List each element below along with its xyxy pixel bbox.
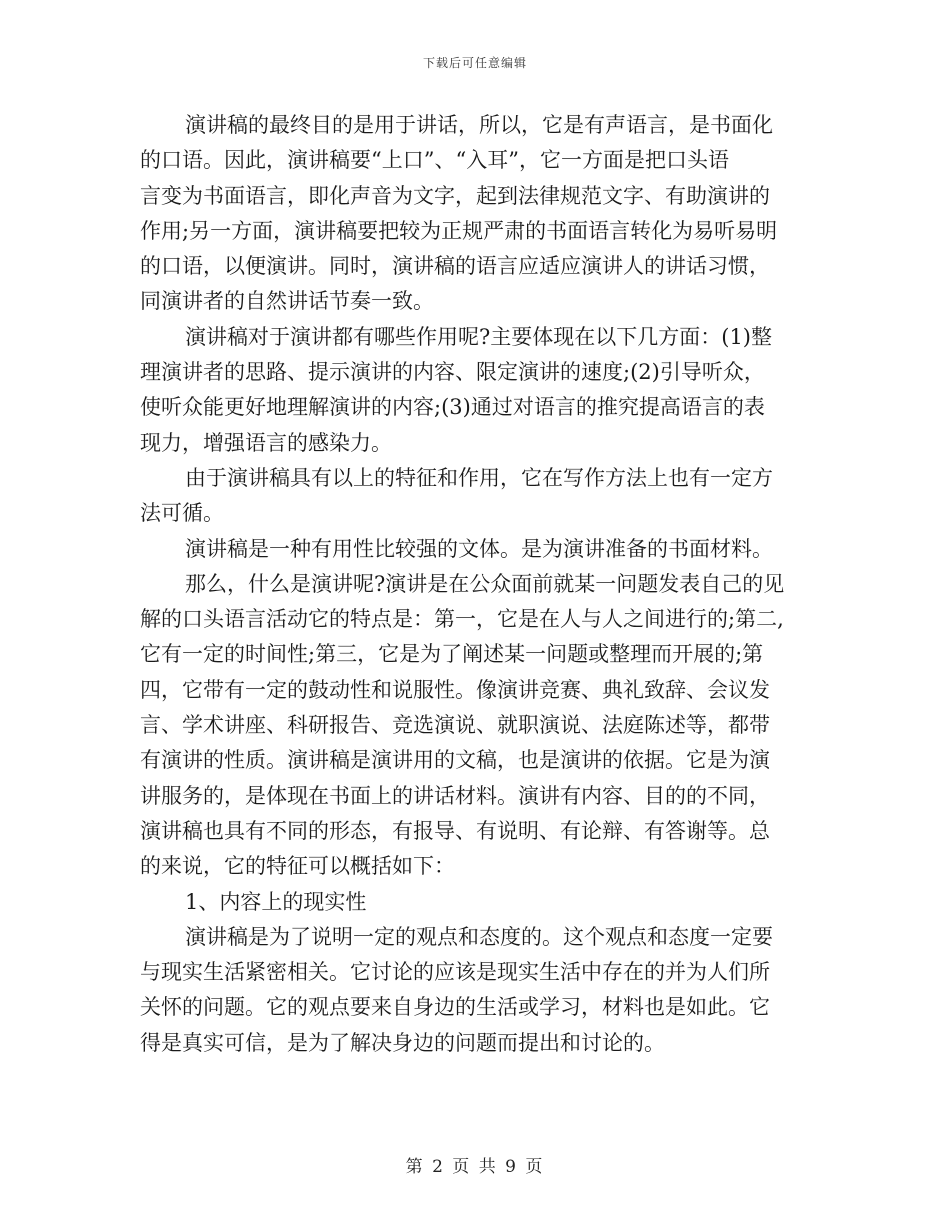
text-line: 同演讲者的自然讲话节奏一致。	[140, 289, 434, 314]
text-line: 讲服务的，是体现在书面上的讲话材料。演讲有内容、目的的不同，	[140, 783, 770, 808]
text-line: 演讲稿的最终目的是用于讲话，所以，它是有声语言，是书面化	[185, 113, 773, 137]
text-line: 关怀的问题。它的观点要来自身边的生活或学习，材料也是如此。它	[140, 995, 770, 1020]
text-line: 1、内容上的现实性	[185, 889, 367, 914]
text-line: 的来说，它的特征可以概括如下：	[140, 854, 455, 879]
page-number: 第 2 页 共 9 页	[405, 1157, 545, 1177]
text-line: 法可循。	[140, 501, 224, 526]
text-line: 演讲稿是一种有用性比较强的文体。是为演讲准备的书面材料。	[185, 536, 773, 561]
text-line: 演讲稿也具有不同的形态，有报导、有说明、有论辩、有答谢等。总	[140, 818, 770, 843]
text-line: 解的口头语言活动它的特点是：第一，它是在人与人之间进行的;第二,	[140, 607, 784, 632]
text-line: 由于演讲稿具有以上的特征和作用，它在写作方法上也有一定方	[185, 465, 773, 490]
text-line: 理演讲者的思路、提示演讲的内容、限定演讲的速度;(2)引导听众，	[140, 360, 765, 385]
text-line: 言、学术讲座、科研报告、竞选演说、就职演说、法庭陈述等，都带	[140, 713, 770, 738]
text-line: 有演讲的性质。演讲稿是演讲用的文稿，也是演讲的依据。它是为演	[140, 748, 770, 773]
text-line: 它有一定的时间性;第三，它是为了阐述某一问题或整理而开展的;第	[140, 642, 764, 667]
text-line: 那么，什么是演讲呢?演讲是在公众面前就某一问题发表自己的见	[185, 571, 785, 596]
text-line: 的口语，以便演讲。同时，演讲稿的语言应适应演讲人的讲话习惯，	[140, 254, 770, 279]
text-line: 四，它带有一定的鼓动性和说服性。像演讲竞赛、典礼致辞、会议发	[140, 677, 770, 702]
text-line: 言变为书面语言，即化声音为文字，起到法律规范文字、有助演讲的	[140, 183, 770, 208]
text-line: 得是真实可信，是为了解决身边的问题而提出和讨论的。	[140, 1030, 665, 1055]
text-line: 演讲稿对于演讲都有哪些作用呢?主要体现在以下几方面：(1)整	[185, 324, 773, 349]
text-line: 使听众能更好地理解演讲的内容;(3)通过对语言的推究提高语言的表	[140, 395, 765, 420]
page-header: 下载后可任意编辑	[422, 56, 527, 70]
text-line: 现力，增强语言的感染力。	[140, 430, 392, 455]
document-body	[140, 108, 820, 1061]
text-line: 的口语。因此，演讲稿要“上口”、“入耳”，它一方面是把口头语	[140, 148, 729, 173]
text-line: 演讲稿是为了说明一定的观点和态度的。这个观点和态度一定要	[185, 924, 773, 949]
text-line: 与现实生活紧密相关。它讨论的应该是现实生活中存在的并为人们所	[140, 960, 770, 985]
text-line: 作用;另一方面，演讲稿要把较为正规严肃的书面语言转化为易听易明	[140, 218, 778, 243]
